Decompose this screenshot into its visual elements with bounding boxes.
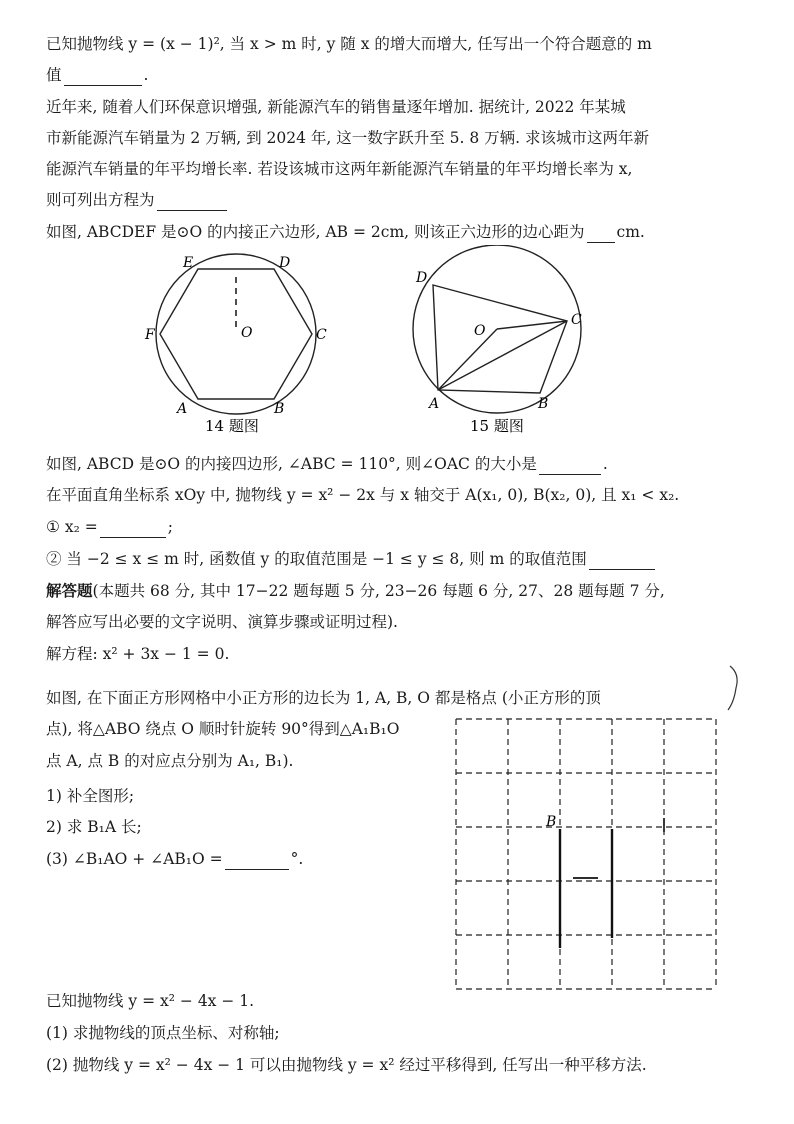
q15-line1: 如图, ABCD 是⊙O 的内接四边形, ∠ABC = 110°, 则∠OAC 的大小是 .: [46, 455, 608, 473]
q16-part2-text: ② 当 −2 ≤ x ≤ m 时, 函数值 y 的取值范围是 −1 ≤ y ≤ 8, 则 m 的取值范围: [46, 550, 587, 568]
q12-answer-blank[interactable]: [64, 69, 142, 86]
fig15-quadrilateral: [433, 285, 567, 393]
q18-line3: 点 A, 点 B 的对应点分别为 A₁, B₁).: [46, 752, 294, 770]
fig15-diagonal-AC: [438, 321, 567, 390]
q18-grid-figure: [455, 718, 717, 990]
q16-part1-text: ① x₂ =: [46, 518, 98, 536]
q14-line1: [46, 221, 645, 243]
q14-answer-blank[interactable]: [587, 226, 615, 243]
q16-part1-blank[interactable]: [100, 521, 166, 538]
figure-15: [413, 245, 582, 435]
q18-line1: 如图, 在下面正方形网格中小正方形的边长为 1, A, B, O 都是格点 (小正方形的顶: [46, 689, 601, 707]
fig15-label-B: B: [538, 396, 549, 412]
section-title: 解答题: [46, 581, 93, 600]
q19-part1: (1) 求抛物线的顶点坐标、对称轴;: [46, 1024, 280, 1042]
q15-line1-text: 如图, ABCD 是⊙O 的内接四边形, ∠ABC = 110°, 则∠OAC 的大小是: [46, 455, 537, 473]
fig14-caption: 14 题图: [205, 417, 259, 435]
q15-answer-blank[interactable]: [539, 458, 601, 475]
q13-answer-blank[interactable]: [157, 194, 227, 211]
fig15-segment-OC: [497, 321, 567, 329]
fig15-segment-AO: [438, 329, 497, 390]
fig15-caption: 15 题图: [470, 417, 524, 435]
fig15-label-O: O: [474, 323, 486, 339]
section-heading: [46, 580, 665, 602]
q13-line1: 近年来, 随着人们环保意识增强, 新能源汽车的销售量逐年增加. 据统计, 2022 年某城: [46, 98, 626, 116]
q16-part1: ① x₂ = ;: [46, 518, 173, 536]
fig15-label-D: D: [416, 270, 428, 286]
q18-part2: 2) 求 B₁A 长;: [46, 818, 142, 836]
grid-lines: [456, 719, 716, 989]
q18-part3: [46, 848, 303, 870]
q16-part2-blank[interactable]: [589, 553, 655, 570]
fig14-label-A: A: [177, 401, 188, 417]
q16-line1: 在平面直角坐标系 xOy 中, 抛物线 y = x² − 2x 与 x 轴交于 A(x₁, 0), B(x₂, 0), 且 x₁ < x₂.: [46, 486, 680, 504]
fig15-label-A: A: [429, 396, 440, 412]
q13-line4: [46, 189, 229, 211]
q12-line1: 已知抛物线 y = (x − 1)², 当 x > m 时, y 随 x 的增大而增大, 任写出一个符合题意的 m: [46, 35, 652, 53]
q12-line2: 值 .: [46, 66, 149, 84]
fig14-label-F: F: [145, 327, 155, 343]
q12-line2-text: 值: [46, 66, 62, 84]
fig14-label-C: C: [316, 327, 327, 343]
q19-part2: (2) 抛物线 y = x² − 4x − 1 可以由抛物线 y = x² 经过平移得到, 任写出一种平移方法.: [46, 1056, 647, 1074]
fig14-label-E: E: [183, 255, 194, 271]
q18-line2: 点), 将△ABO 绕点 O 顺时针旋转 90°得到△A₁B₁O: [46, 720, 400, 738]
q18-part3-text: (3) ∠B₁AO + ∠AB₁O =: [46, 850, 223, 868]
q18-part3-end: °.: [290, 850, 304, 868]
grid-label-B: B: [546, 814, 557, 830]
fig14-label-D: D: [279, 255, 291, 271]
q13-line2: 市新能源汽车销量为 2 万辆, 到 2024 年, 这一数字跃升至 5. 8 万辆. 求该城市这两年新: [46, 129, 650, 147]
q13-line3: 能源汽车销量的年平均增长率. 若设该城市这两年新能源汽车销量的年平均增长率为 x,: [46, 160, 633, 178]
q17-line1: 解方程: x² + 3x − 1 = 0.: [46, 645, 230, 663]
q14-unit: cm.: [616, 223, 645, 241]
q16-part2: [46, 548, 657, 570]
q14-line1-text: 如图, ABCDEF 是⊙O 的内接正六边形, AB = 2cm, 则该正六边形的边心距为: [46, 223, 585, 241]
q18-part3-blank[interactable]: [225, 853, 289, 870]
figures-14-15: [0, 245, 794, 445]
fig15-label-C: C: [571, 312, 582, 328]
margin-bracket-mark: [724, 664, 746, 714]
section-line1: (本题共 68 分, 其中 17−22 题每题 5 分, 23−26 每题 6 分, 27、28 题每题 7 分,: [92, 582, 665, 600]
section-line2: 解答应写出必要的文字说明、演算步骤或证明过程).: [46, 613, 398, 631]
fig14-label-O: O: [241, 325, 253, 341]
q13-line4-text: 则可列出方程为: [46, 191, 155, 209]
q18-part1: 1) 补全图形;: [46, 787, 135, 805]
q19-line1: 已知抛物线 y = x² − 4x − 1.: [46, 992, 255, 1010]
figure-14: [144, 254, 327, 435]
fig14-label-B: B: [274, 401, 285, 417]
